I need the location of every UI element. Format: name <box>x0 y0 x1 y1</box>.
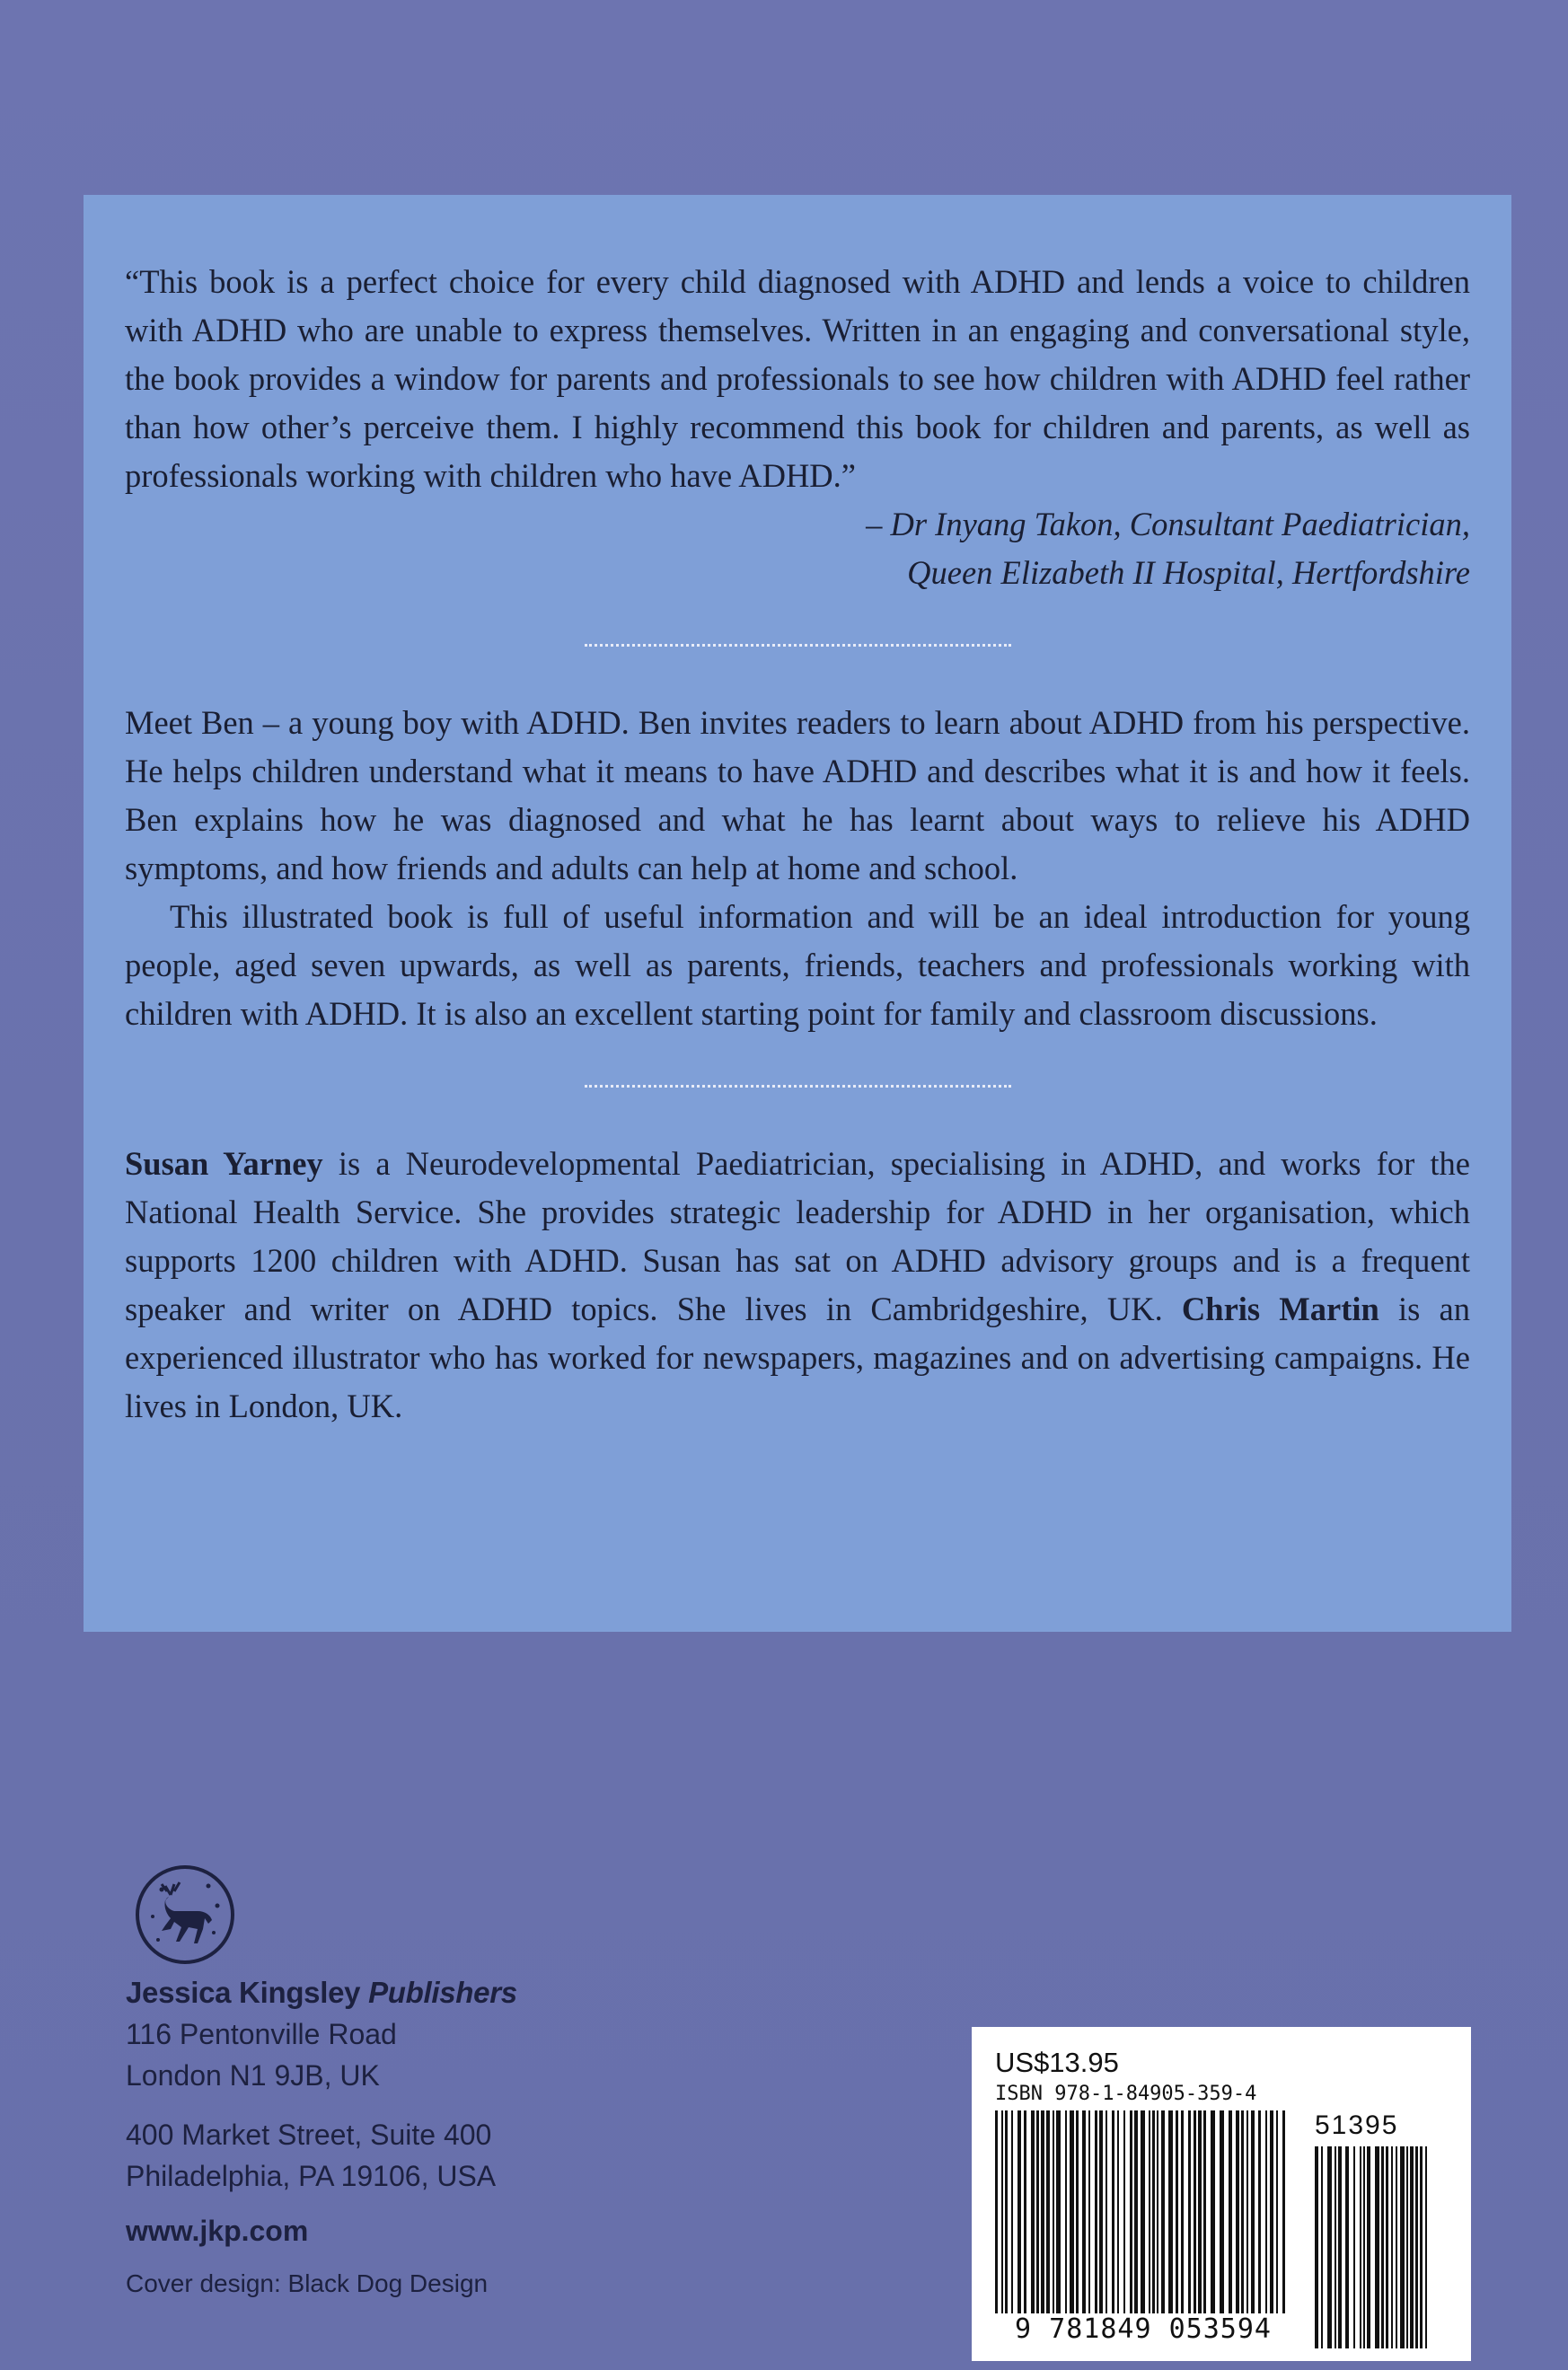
dotted-divider <box>585 1085 1011 1088</box>
isbn-label: ISBN 978-1-84905-359-4 <box>995 2083 1257 2105</box>
us-address-line1: 400 Market Street, Suite 400 <box>126 2119 492 2151</box>
description-paragraph-1: Meet Ben – a young boy with ADHD. Ben invites readers to learn about ADHD from his perspective. He helps children understand what it means to have ADHD and describes what it is and how it feels. Ben explains how he was diagnosed and what he has learnt about ways to relieve his ADHD symptoms, and how friends and adults can help at home and school. <box>125 704 1470 886</box>
barcode-box <box>972 2027 1471 2361</box>
endorsement-quote: “This book is a perfect choice for every child diagnosed with ADHD and lends a voice to children with ADHD who are unable to express themselves. Written in an engaging and conversational style, the book provides a window for parents and professionals to see how children with ADHD feel rather than how other’s perceive them. I highly recommend this book for children and parents, as well as professionals working with children who have ADHD.” <box>125 263 1470 494</box>
price-label: US$13.95 <box>995 2047 1119 2078</box>
publisher-website: www.jkp.com <box>126 2215 309 2247</box>
author-bio <box>125 1140 1470 1431</box>
barcode-digits: 9 781849 053594 <box>995 2313 1291 2345</box>
uk-address <box>126 2013 517 2096</box>
barcode <box>995 2110 1444 2353</box>
uk-address-line2: London N1 9JB, UK <box>126 2059 380 2092</box>
endorsement-attribution-line1: – Dr Inyang Takon, Consultant Paediatrician, <box>866 506 1470 542</box>
author2-bio: is an experienced illustrator who has worked for newspapers, magazines and on advertising campaigns. He lives in London, UK. <box>125 1291 1471 1424</box>
uk-address-line1: 116 Pentonville Road <box>126 2018 397 2050</box>
author1-bio: is a Neurodevelopmental Paediatrician, specialising in ADHD, and works for the National Health Service. She provides strategic leadership for ADHD in her organisation, which supports 1200 children with ADHD. Susan has sat on ADHD advisory groups and is a frequent speaker and writer on ADHD topics. She lives in Cambridgeshire, UK. <box>125 1145 1470 1327</box>
cover-design-credit: Cover design: Black Dog Design <box>126 2269 489 2297</box>
blurb-panel <box>84 195 1511 1632</box>
publisher-name <box>126 1976 517 2010</box>
stag-logo-icon <box>135 1864 235 1965</box>
dotted-divider <box>585 644 1011 647</box>
author1-name: Susan Yarney <box>125 1145 323 1182</box>
publisher-name-main: Jessica Kingsley <box>126 1976 361 2009</box>
us-address <box>126 2114 517 2197</box>
endorsement-attribution-line2: Queen Elizabeth II Hospital, Hertfordshire <box>907 554 1470 591</box>
publisher-name-italic: Publishers <box>368 1976 517 2009</box>
us-address-line2: Philadelphia, PA 19106, USA <box>126 2160 497 2192</box>
publisher-info <box>126 1976 517 2298</box>
author2-name: Chris Martin <box>1181 1291 1379 1327</box>
description-paragraph-2: This illustrated book is full of useful information and will be an ideal introduction for young people, aged seven upwards, as well as parents, friends, teachers and professionals working with children with ADHD. It is also an excellent starting point for family and classroom discussions. <box>125 898 1470 1032</box>
barcode-addon-number: 51395 <box>1315 2110 1399 2140</box>
